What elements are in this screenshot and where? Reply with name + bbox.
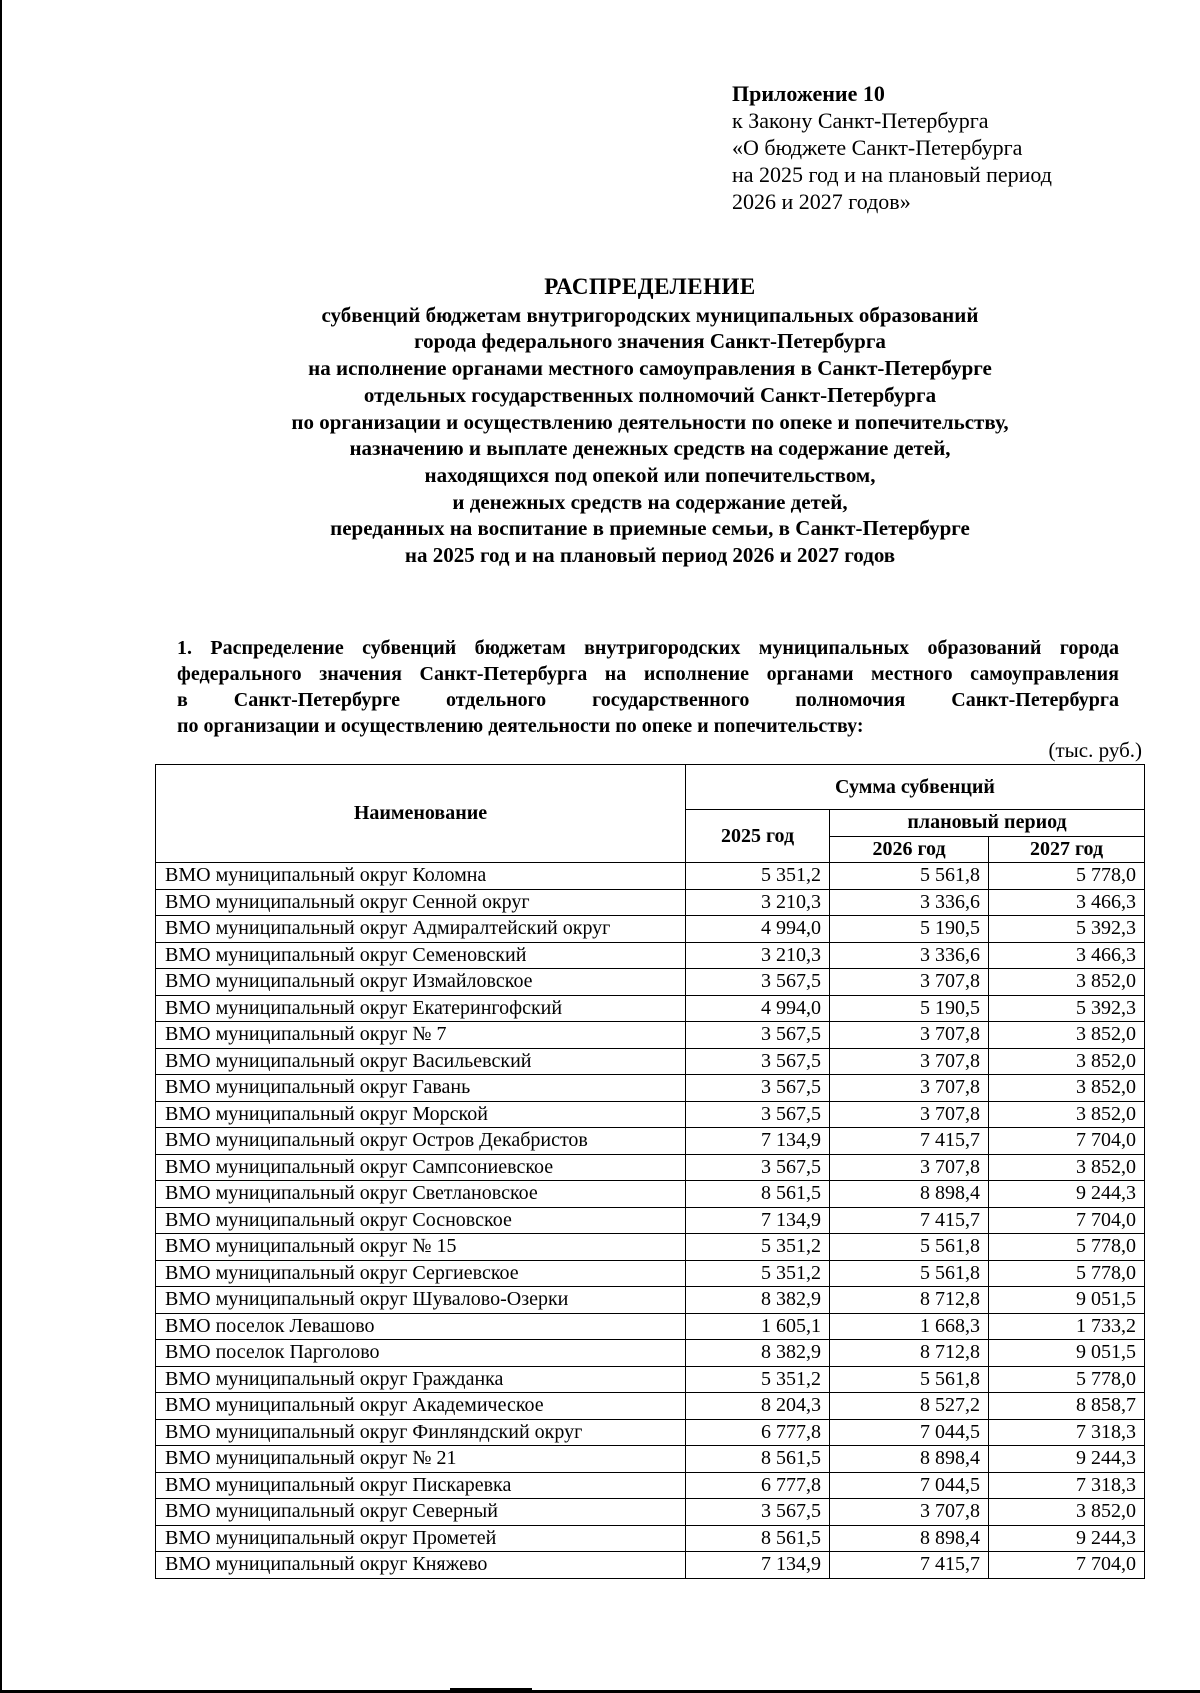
row-value-2026: 3 336,6 (830, 942, 989, 969)
row-value-2027: 1 733,2 (989, 1313, 1145, 1340)
row-value-2027: 5 392,3 (989, 995, 1145, 1022)
table-row (156, 1207, 1145, 1234)
header-2027: 2027 год (989, 836, 1145, 863)
table-row (156, 916, 1145, 943)
scan-edge (0, 0, 2, 1693)
row-value-2026: 8 712,8 (830, 1287, 989, 1314)
table-row (156, 1499, 1145, 1526)
appendix-line: 2026 и 2027 годов» (732, 189, 911, 214)
row-value-2026: 5 561,8 (830, 1234, 989, 1261)
row-value-2025: 6 777,8 (686, 1419, 830, 1446)
row-value-2025: 4 994,0 (686, 916, 830, 943)
row-name: ВМО муниципальный округ Пискаревка (156, 1472, 686, 1499)
row-value-2026: 7 415,7 (830, 1207, 989, 1234)
table-row (156, 1446, 1145, 1473)
row-value-2027: 3 852,0 (989, 1048, 1145, 1075)
table-row (156, 1234, 1145, 1261)
appendix-heading: Приложение 10 (732, 81, 885, 106)
row-name: ВМО муниципальный округ Сампсониевское (156, 1154, 686, 1181)
table-row (156, 1472, 1145, 1499)
row-name: ВМО муниципальный округ Екатерингофский (156, 995, 686, 1022)
row-value-2027: 5 778,0 (989, 1366, 1145, 1393)
row-name: ВМО муниципальный округ Сосновское (156, 1207, 686, 1234)
title-line: находящихся под опекой или попечительством, (424, 462, 876, 487)
row-value-2025: 8 204,3 (686, 1393, 830, 1420)
title-line: на исполнение органами местного самоуправления в Санкт-Петербурге (308, 356, 992, 381)
row-name: ВМО муниципальный округ Сенной округ (156, 889, 686, 916)
row-name: ВМО муниципальный округ Светлановское (156, 1181, 686, 1208)
row-value-2027: 7 704,0 (989, 1552, 1145, 1579)
row-value-2026: 7 415,7 (830, 1128, 989, 1155)
row-value-2026: 3 707,8 (830, 1048, 989, 1075)
row-value-2027: 5 778,0 (989, 863, 1145, 890)
row-value-2025: 8 382,9 (686, 1287, 830, 1314)
row-value-2025: 3 567,5 (686, 1075, 830, 1102)
row-value-2026: 8 712,8 (830, 1340, 989, 1367)
row-value-2025: 5 351,2 (686, 863, 830, 890)
section-heading (177, 635, 1119, 739)
row-value-2025: 3 210,3 (686, 942, 830, 969)
row-name: ВМО муниципальный округ Васильевский (156, 1048, 686, 1075)
row-value-2027: 9 051,5 (989, 1340, 1145, 1367)
row-value-2027: 9 244,3 (989, 1525, 1145, 1552)
header-2026: 2026 год (830, 836, 989, 863)
appendix-line: «О бюджете Санкт-Петербурга (732, 135, 1023, 160)
row-value-2027: 3 852,0 (989, 969, 1145, 996)
table-row (156, 863, 1145, 890)
row-value-2027: 3 466,3 (989, 889, 1145, 916)
row-value-2025: 3 210,3 (686, 889, 830, 916)
row-value-2025: 3 567,5 (686, 1048, 830, 1075)
row-value-2027: 3 852,0 (989, 1154, 1145, 1181)
row-value-2027: 5 392,3 (989, 916, 1145, 943)
row-name: ВМО муниципальный округ Академическое (156, 1393, 686, 1420)
row-value-2027: 5 778,0 (989, 1260, 1145, 1287)
units-label: (тыс. руб.) (1048, 738, 1142, 762)
table-row (156, 995, 1145, 1022)
row-value-2026: 8 527,2 (830, 1393, 989, 1420)
row-name: ВМО муниципальный округ Финляндский округ (156, 1419, 686, 1446)
row-value-2026: 3 707,8 (830, 1101, 989, 1128)
row-value-2025: 3 567,5 (686, 1499, 830, 1526)
section-line: в Санкт-Петербурге отдельного государственного полномочия Санкт-Петербурга (177, 689, 1119, 711)
row-value-2027: 7 318,3 (989, 1472, 1145, 1499)
row-value-2025: 3 567,5 (686, 1154, 830, 1181)
table-row (156, 1340, 1145, 1367)
row-value-2026: 3 336,6 (830, 889, 989, 916)
table-row (156, 1552, 1145, 1579)
section-line: 1. Распределение субвенций бюджетам внутригородских муниципальных образований города (177, 637, 1119, 659)
table-row (156, 1154, 1145, 1181)
row-value-2025: 1 605,1 (686, 1313, 830, 1340)
row-value-2026: 7 044,5 (830, 1472, 989, 1499)
row-value-2027: 3 852,0 (989, 1101, 1145, 1128)
row-value-2027: 9 244,3 (989, 1446, 1145, 1473)
section-line: федерального значения Санкт-Петербурга на исполнение органами местного самоуправления (177, 663, 1119, 685)
row-value-2025: 3 567,5 (686, 1101, 830, 1128)
row-value-2025: 6 777,8 (686, 1472, 830, 1499)
table-row (156, 1260, 1145, 1287)
row-value-2027: 7 704,0 (989, 1207, 1145, 1234)
header-planned: плановый период (830, 810, 1145, 837)
table-row (156, 1287, 1145, 1314)
table-row (156, 1313, 1145, 1340)
table-row (156, 1128, 1145, 1155)
table-row (156, 1048, 1145, 1075)
row-value-2025: 8 561,5 (686, 1181, 830, 1208)
row-value-2026: 3 707,8 (830, 1022, 989, 1049)
row-value-2026: 5 561,8 (830, 1260, 989, 1287)
title-line: города федерального значения Санкт-Петербурга (414, 329, 886, 354)
table-row (156, 1101, 1145, 1128)
row-value-2026: 3 707,8 (830, 1154, 989, 1181)
row-name: ВМО муниципальный округ № 15 (156, 1234, 686, 1261)
table-row (156, 889, 1145, 916)
row-name: ВМО поселок Парголово (156, 1340, 686, 1367)
table-row (156, 1075, 1145, 1102)
table-body (156, 863, 1145, 1579)
title-line: субвенций бюджетам внутригородских муниципальных образований (321, 302, 979, 327)
row-value-2026: 8 898,4 (830, 1181, 989, 1208)
row-value-2025: 7 134,9 (686, 1128, 830, 1155)
row-value-2025: 3 567,5 (686, 969, 830, 996)
row-name: ВМО муниципальный округ Сергиевское (156, 1260, 686, 1287)
subvention-table (155, 764, 1145, 1579)
row-name: ВМО муниципальный округ Морской (156, 1101, 686, 1128)
title-line: и денежных средств на содержание детей, (452, 489, 848, 514)
row-value-2025: 4 994,0 (686, 995, 830, 1022)
row-name: ВМО муниципальный округ № 7 (156, 1022, 686, 1049)
table-row (156, 1366, 1145, 1393)
row-name: ВМО муниципальный округ Прометей (156, 1525, 686, 1552)
title-main: РАСПРЕДЕЛЕНИЕ (544, 274, 756, 299)
table-row (156, 942, 1145, 969)
title-line: по организации и осуществлению деятельности по опеке и попечительству, (291, 409, 1009, 434)
document-title (150, 274, 1150, 569)
table-row (156, 969, 1145, 996)
row-value-2025: 5 351,2 (686, 1234, 830, 1261)
table-row (156, 1393, 1145, 1420)
row-value-2027: 7 704,0 (989, 1128, 1145, 1155)
row-value-2027: 3 852,0 (989, 1022, 1145, 1049)
row-value-2027: 9 051,5 (989, 1287, 1145, 1314)
row-name: ВМО муниципальный округ Северный (156, 1499, 686, 1526)
header-sum: Сумма субвенций (686, 765, 1145, 810)
table-row (156, 1419, 1145, 1446)
appendix-line: на 2025 год и на плановый период (732, 162, 1052, 187)
row-name: ВМО муниципальный округ № 21 (156, 1446, 686, 1473)
row-value-2027: 7 318,3 (989, 1419, 1145, 1446)
row-value-2027: 9 244,3 (989, 1181, 1145, 1208)
row-name: ВМО муниципальный округ Шувалово-Озерки (156, 1287, 686, 1314)
row-name: ВМО поселок Левашово (156, 1313, 686, 1340)
row-value-2025: 8 561,5 (686, 1446, 830, 1473)
section-line: по организации и осуществлению деятельности по опеке и попечительству: (177, 715, 864, 737)
row-value-2027: 3 852,0 (989, 1075, 1145, 1102)
row-value-2026: 5 561,8 (830, 1366, 989, 1393)
row-name: ВМО муниципальный округ Семеновский (156, 942, 686, 969)
appendix-block (732, 80, 1052, 215)
row-value-2025: 7 134,9 (686, 1207, 830, 1234)
row-value-2027: 3 466,3 (989, 942, 1145, 969)
row-value-2026: 8 898,4 (830, 1446, 989, 1473)
row-value-2026: 3 707,8 (830, 1499, 989, 1526)
row-value-2027: 8 858,7 (989, 1393, 1145, 1420)
header-2025: 2025 год (686, 810, 830, 863)
header-name: Наименование (156, 765, 686, 863)
row-value-2026: 7 044,5 (830, 1419, 989, 1446)
title-line: отдельных государственных полномочий Санкт-Петербурга (363, 382, 937, 407)
row-value-2026: 3 707,8 (830, 1075, 989, 1102)
row-value-2026: 1 668,3 (830, 1313, 989, 1340)
row-name: ВМО муниципальный округ Измайловское (156, 969, 686, 996)
row-value-2026: 5 561,8 (830, 863, 989, 890)
row-value-2025: 5 351,2 (686, 1366, 830, 1393)
row-value-2026: 5 190,5 (830, 916, 989, 943)
row-value-2025: 8 561,5 (686, 1525, 830, 1552)
row-value-2026: 8 898,4 (830, 1525, 989, 1552)
row-name: ВМО муниципальный округ Остров Декабристов (156, 1128, 686, 1155)
table-row (156, 1525, 1145, 1552)
row-value-2025: 3 567,5 (686, 1022, 830, 1049)
row-name: ВМО муниципальный округ Коломна (156, 863, 686, 890)
row-name: ВМО муниципальный округ Адмиралтейский округ (156, 916, 686, 943)
row-name: ВМО муниципальный округ Гражданка (156, 1366, 686, 1393)
row-value-2025: 8 382,9 (686, 1340, 830, 1367)
row-value-2027: 3 852,0 (989, 1499, 1145, 1526)
row-name: ВМО муниципальный округ Гавань (156, 1075, 686, 1102)
table-row (156, 1181, 1145, 1208)
row-value-2025: 5 351,2 (686, 1260, 830, 1287)
title-line: переданных на воспитание в приемные семьи, в Санкт-Петербурге (330, 516, 970, 541)
title-line: назначению и выплате денежных средств на содержание детей, (349, 436, 951, 461)
row-value-2026: 5 190,5 (830, 995, 989, 1022)
row-value-2026: 3 707,8 (830, 969, 989, 996)
row-value-2027: 5 778,0 (989, 1234, 1145, 1261)
appendix-line: к Закону Санкт-Петербурга (732, 108, 989, 133)
row-name: ВМО муниципальный округ Княжево (156, 1552, 686, 1579)
row-value-2026: 7 415,7 (830, 1552, 989, 1579)
title-line: на 2025 год и на плановый период 2026 и 2027 годов (404, 543, 896, 568)
table-row (156, 1022, 1145, 1049)
row-value-2025: 7 134,9 (686, 1552, 830, 1579)
